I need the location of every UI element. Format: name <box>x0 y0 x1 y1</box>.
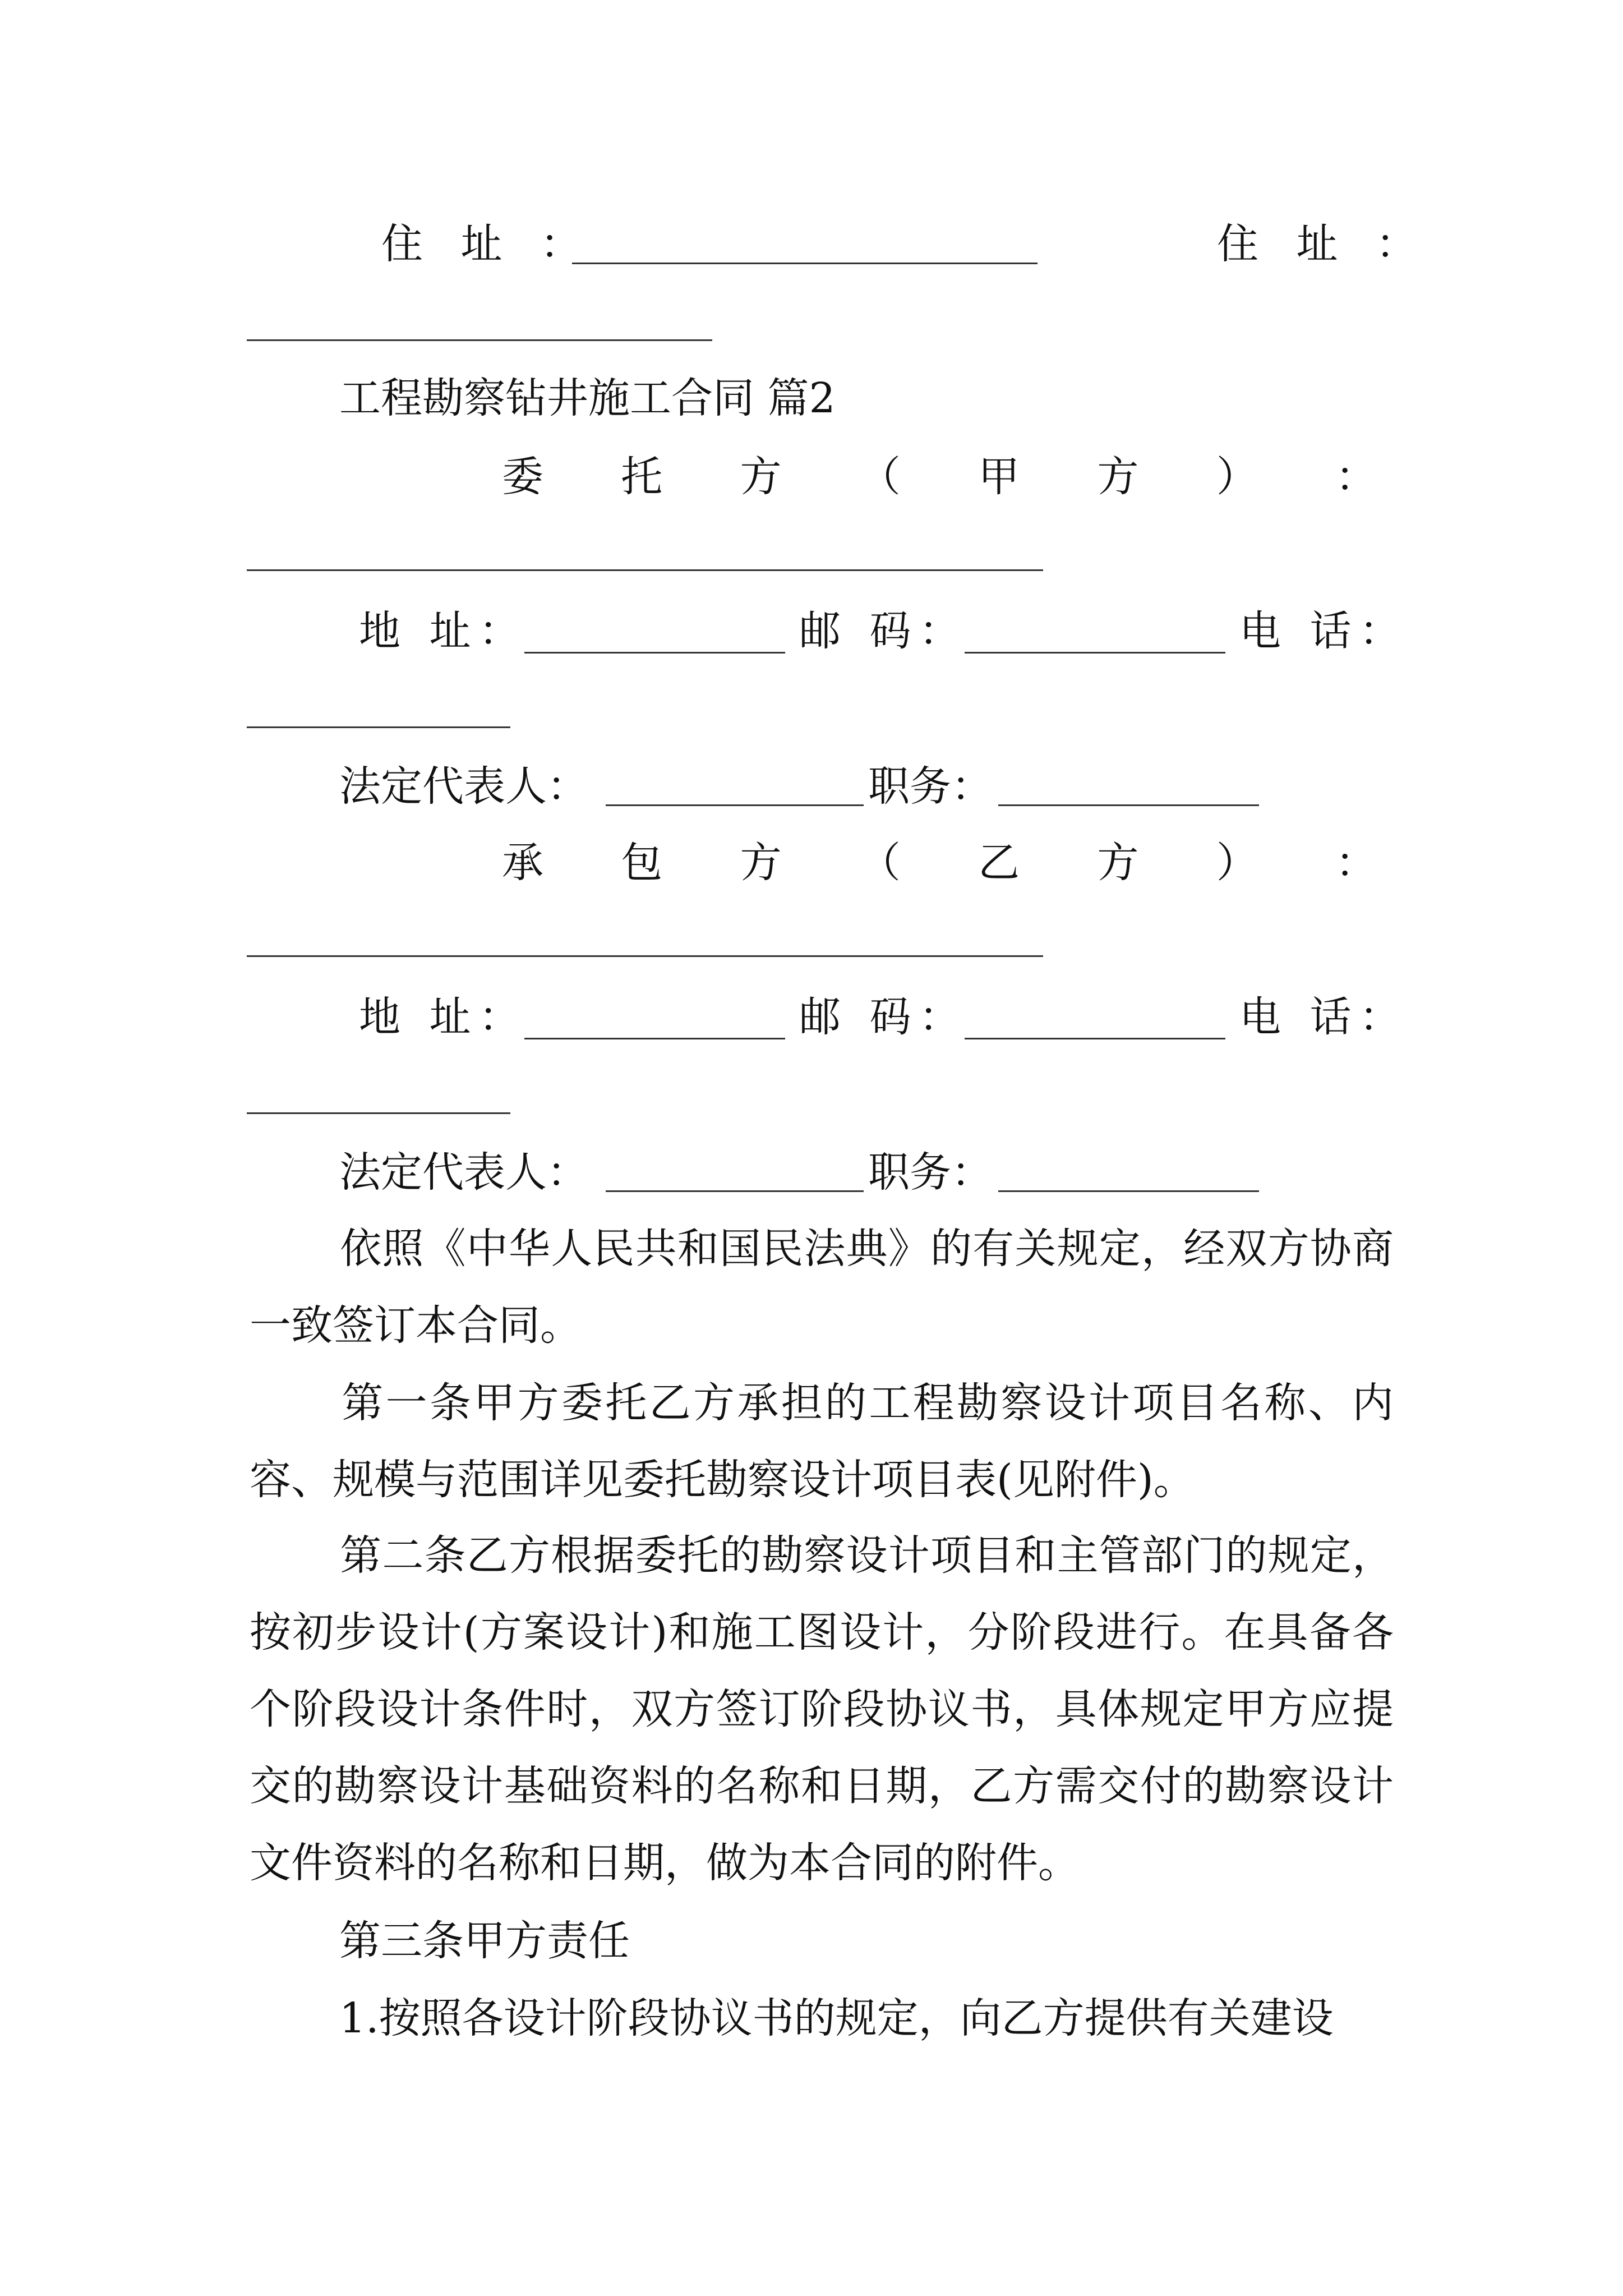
article-2-text: 第二条乙方根据委托的勘察设计项目和主管部门的规定，按初步设计(方案设计)和施工图设计，分阶段进行。在具备各个阶段设计条件时，双方签订阶段协议书，具体规定甲方应提交的勘察设计基础资料的名称和日期，乙方需交付的勘察设计文件资料的名称和日期，做为本合同的附件。 <box>250 1531 1394 1887</box>
party-b-heading-char: 方 <box>740 839 782 887</box>
article-3-heading-text: 第三条甲方责任 <box>339 1917 630 1965</box>
party-a-postcode-blank[interactable] <box>965 652 1225 654</box>
party-a-heading-char: 方 <box>1097 453 1139 501</box>
party-b-heading-char: （ <box>859 839 901 887</box>
party-a-postcode-label: 邮 码： <box>799 607 969 655</box>
party-a-heading-char: ） <box>1216 453 1258 501</box>
party-a-phone-blank-continued[interactable] <box>247 726 510 728</box>
article-1-text: 第一条甲方委托乙方承担的工程勘察设计项目名称、内容、规模与范围详见委托勘察设计项目表(见附件)。 <box>250 1379 1394 1504</box>
party-b-phone-blank-continued[interactable] <box>247 1112 510 1114</box>
address-blank-left[interactable] <box>572 263 1038 264</box>
party-a-address-label: 地 址： <box>359 607 528 655</box>
party-a-position-blank[interactable] <box>998 804 1259 806</box>
party-b-name-blank[interactable] <box>247 955 1043 957</box>
party-a-heading-char: 托 <box>621 453 663 501</box>
party-b-position-label: 职务： <box>868 1148 993 1197</box>
party-b-phone-label: 电 话： <box>1239 993 1409 1041</box>
party-b-position-blank[interactable] <box>998 1190 1259 1192</box>
address-label-right: 住 址 ： <box>1217 220 1430 268</box>
party-b-postcode-label: 邮 码： <box>799 993 969 1041</box>
party-b-legal-rep-blank[interactable] <box>606 1190 864 1192</box>
item-1-paragraph <box>250 1980 1394 2057</box>
party-a-phone-label: 电 话： <box>1239 607 1409 655</box>
party-a-heading-char: 甲 <box>978 453 1020 501</box>
item-1-text: 1.按照各设计阶段协议书的规定，向乙方提供有关建设 <box>339 1994 1334 2042</box>
party-a-address-blank[interactable] <box>524 652 785 654</box>
party-a-name-blank[interactable] <box>247 569 1043 571</box>
party-b-heading <box>502 835 1377 891</box>
intro-paragraph <box>250 1211 1394 1364</box>
party-a-heading-char: （ <box>859 453 901 501</box>
party-a-legal-rep-blank[interactable] <box>606 804 864 806</box>
party-a-heading-char: 委 <box>502 453 543 501</box>
party-b-postcode-blank[interactable] <box>965 1038 1225 1039</box>
party-a-heading-char: 方 <box>740 453 782 501</box>
intro-text: 依照《中华人民共和国民法典》的有关规定，经双方协商一致签订本合同。 <box>250 1225 1394 1350</box>
party-b-heading-char: 承 <box>502 839 543 887</box>
party-a-heading-char: ： <box>1335 453 1377 501</box>
section-title: 工程勘察钻井施工合同 篇2 <box>339 374 836 422</box>
article-3-heading <box>250 1903 1394 1980</box>
article-1-paragraph <box>250 1365 1394 1519</box>
party-b-address-label: 地 址： <box>359 993 528 1041</box>
party-b-address-blank[interactable] <box>524 1038 785 1039</box>
address-blank-right-continued[interactable] <box>247 339 712 341</box>
party-b-heading-char: ） <box>1216 839 1258 887</box>
party-b-heading-char: 乙 <box>978 839 1020 887</box>
party-b-legal-rep-label: 法定代表人： <box>339 1148 588 1197</box>
article-2-paragraph <box>250 1517 1394 1902</box>
party-a-legal-rep-label: 法定代表人： <box>339 762 588 811</box>
party-b-heading-char: 方 <box>1097 839 1139 887</box>
party-a-heading <box>502 449 1377 505</box>
address-label-left: 住 址 ： <box>381 220 594 268</box>
party-b-heading-char: 包 <box>621 839 663 887</box>
party-b-heading-char: ： <box>1335 839 1377 887</box>
party-a-position-label: 职务： <box>868 762 993 811</box>
